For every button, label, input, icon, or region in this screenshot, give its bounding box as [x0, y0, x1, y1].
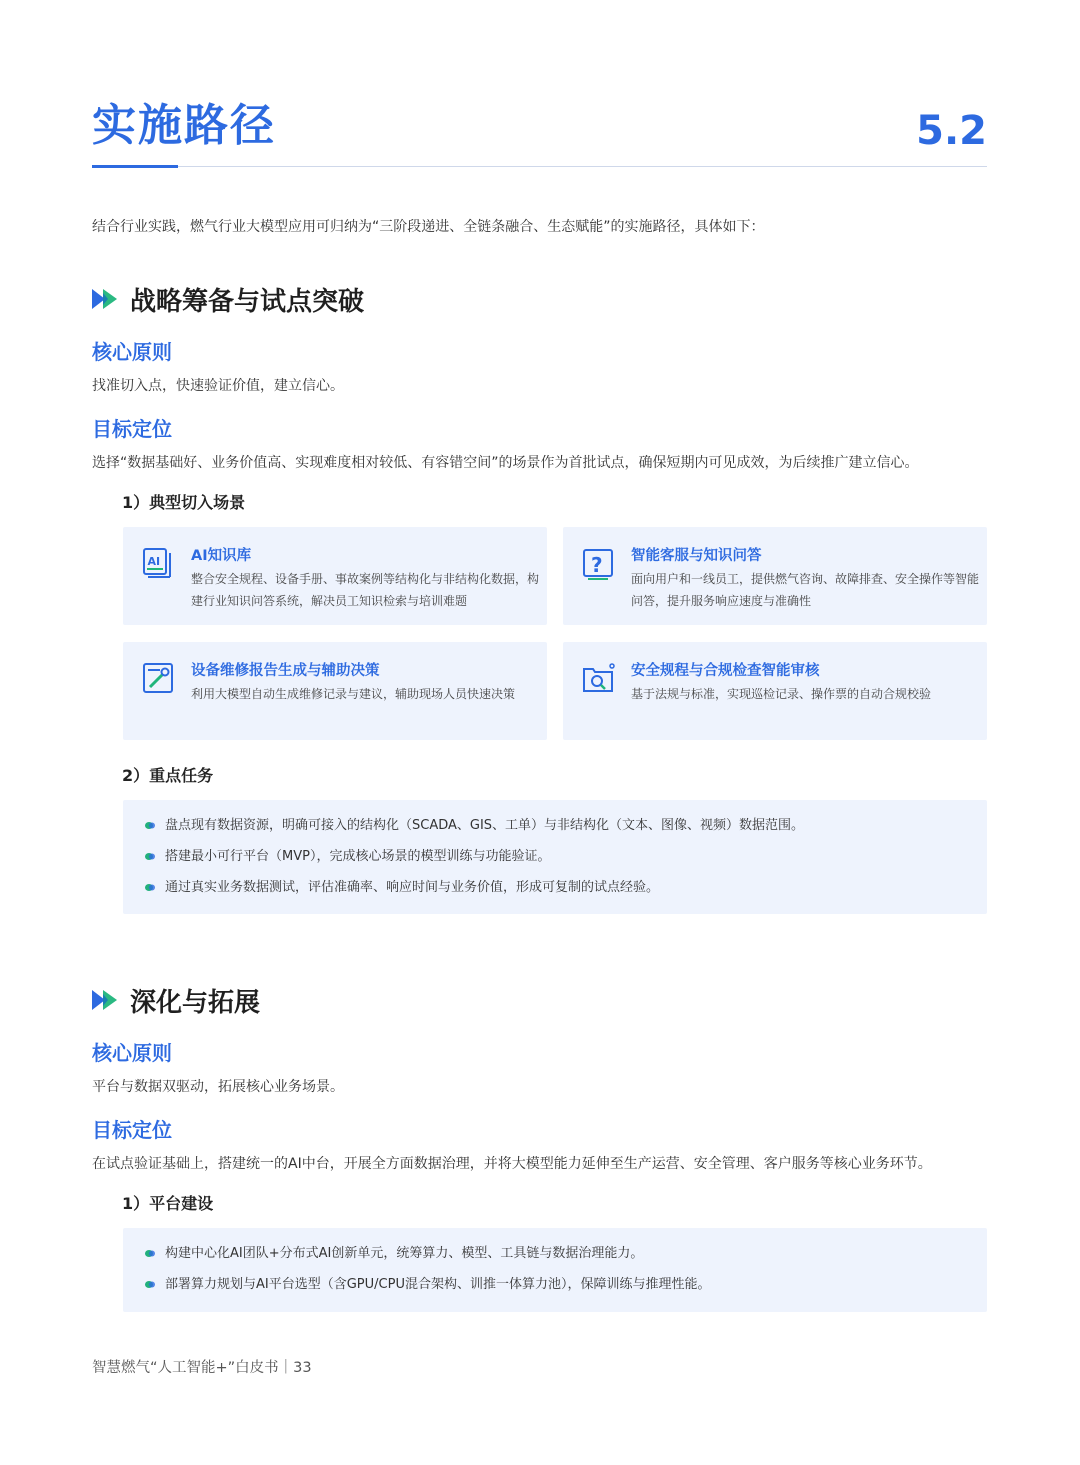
- section-number: 5.2: [916, 108, 987, 154]
- stage2-target-label: 目标定位: [92, 1118, 172, 1142]
- scene-card-desc: 基于法规与标准，实现巡检记录、操作票的自动合规校验: [631, 687, 932, 701]
- platform-text: 部署算力规划与AI平台选型（含GPU/CPU混合架构、训推一体算力池），保障训练与推理性能。: [165, 1277, 711, 1292]
- stage1-heading-text: 战略筹备与试点突破: [130, 286, 365, 317]
- scene-card-title: 安全规程与合规检查智能审核: [631, 663, 820, 679]
- task-text: 盘点现有数据资源，明确可接入的结构化（SCADA、GIS、工单）与非结构化（文本、图像、视频）数据范围。: [165, 818, 805, 833]
- double-arrow-icon: [92, 989, 120, 1011]
- ai-knowledge-icon: [141, 546, 175, 580]
- header-accent-bar: [92, 165, 178, 168]
- stage2-target-text: 在试点验证基础上，搭建统一的AI中台，开展全方面数据治理，并将大模型能力延伸至生产运营、安全管理、客户服务等核心业务环节。: [92, 1156, 932, 1172]
- stage1-target-label: 目标定位: [92, 417, 172, 441]
- stage2-core-label: 核心原则: [92, 1041, 172, 1065]
- stage2-heading-text: 深化与拓展: [130, 987, 261, 1018]
- scene-card: [123, 642, 547, 740]
- list-item: [145, 878, 659, 898]
- list-item: [145, 847, 550, 867]
- stage1-target-text: 选择“数据基础好、业务价值高、实现难度相对较低、有容错空间”的场景作为首批试点，确保短期内可见成效，为后续推广建立信心。: [92, 455, 919, 471]
- double-arrow-icon: [92, 288, 120, 310]
- scene-card: [563, 527, 987, 625]
- intro-paragraph: 结合行业实践，燃气行业大模型应用可归纳为“三阶段递进、全链条融合、生态赋能”的实施路径，具体如下：: [92, 219, 765, 235]
- scene-card: [123, 527, 547, 625]
- scene-card-title: 智能客服与知识问答: [631, 548, 762, 564]
- tasks-box: [123, 800, 987, 914]
- stage1-core-label: 核心原则: [92, 340, 172, 364]
- list-item: [145, 816, 804, 836]
- scene-card-desc: 利用大模型自动生成维修记录与建议，辅助现场人员快速决策: [191, 687, 516, 701]
- folder-search-icon: [581, 661, 615, 695]
- platform-text: 构建中心化AI团队+分布式AI创新单元，统筹算力、模型、工具链与数据治理能力。: [165, 1246, 644, 1261]
- bullet-icon: [145, 884, 155, 891]
- report-wrench-icon: [141, 661, 175, 695]
- scene-card-desc: 面向用户和一线员工，提供燃气咨询、故障排查、安全操作等智能问答，提升服务响应速度与准确性: [631, 572, 980, 608]
- task-text: 搭建最小可行平台（MVP），完成核心场景的模型训练与功能验证。: [165, 849, 551, 864]
- svg-text:?: ?: [591, 553, 603, 577]
- scene-card-title: AI知识库: [191, 548, 252, 564]
- scene-card: [563, 642, 987, 740]
- page-title: 实施路径: [92, 100, 276, 151]
- stage1-core-text: 找准切入点，快速验证价值，建立信心。: [92, 378, 344, 394]
- list-item: [145, 1275, 710, 1295]
- header-divider: [92, 166, 987, 167]
- page-footer: 智慧燃气“人工智能+”白皮书｜33: [92, 1360, 312, 1376]
- scene-card-desc: 整合安全规程、设备手册、事故案例等结构化与非结构化数据，构建行业知识问答系统，解决员工知识检索与培训难题: [191, 572, 540, 608]
- stage1-tasks-heading: 2）重点任务: [122, 766, 214, 785]
- task-text: 通过真实业务数据测试，评估准确率、响应时间与业务价值，形成可复制的试点经验。: [165, 880, 660, 895]
- stage2-heading: [92, 980, 260, 1020]
- platform-box: [123, 1228, 987, 1312]
- scene-card-title: 设备维修报告生成与辅助决策: [191, 663, 380, 679]
- stage2-platform-heading: 1）平台建设: [122, 1194, 214, 1213]
- list-item: [145, 1244, 643, 1264]
- stage2-core-text: 平台与数据双驱动，拓展核心业务场景。: [92, 1079, 344, 1095]
- question-icon: [581, 546, 615, 580]
- stage1-scenes-heading: 1）典型切入场景: [122, 493, 246, 512]
- stage1-heading: [92, 279, 364, 319]
- bullet-icon: [145, 853, 155, 860]
- bullet-icon: [145, 1250, 155, 1257]
- svg-text:AI: AI: [147, 555, 161, 568]
- bullet-icon: [145, 822, 155, 829]
- bullet-icon: [145, 1281, 155, 1288]
